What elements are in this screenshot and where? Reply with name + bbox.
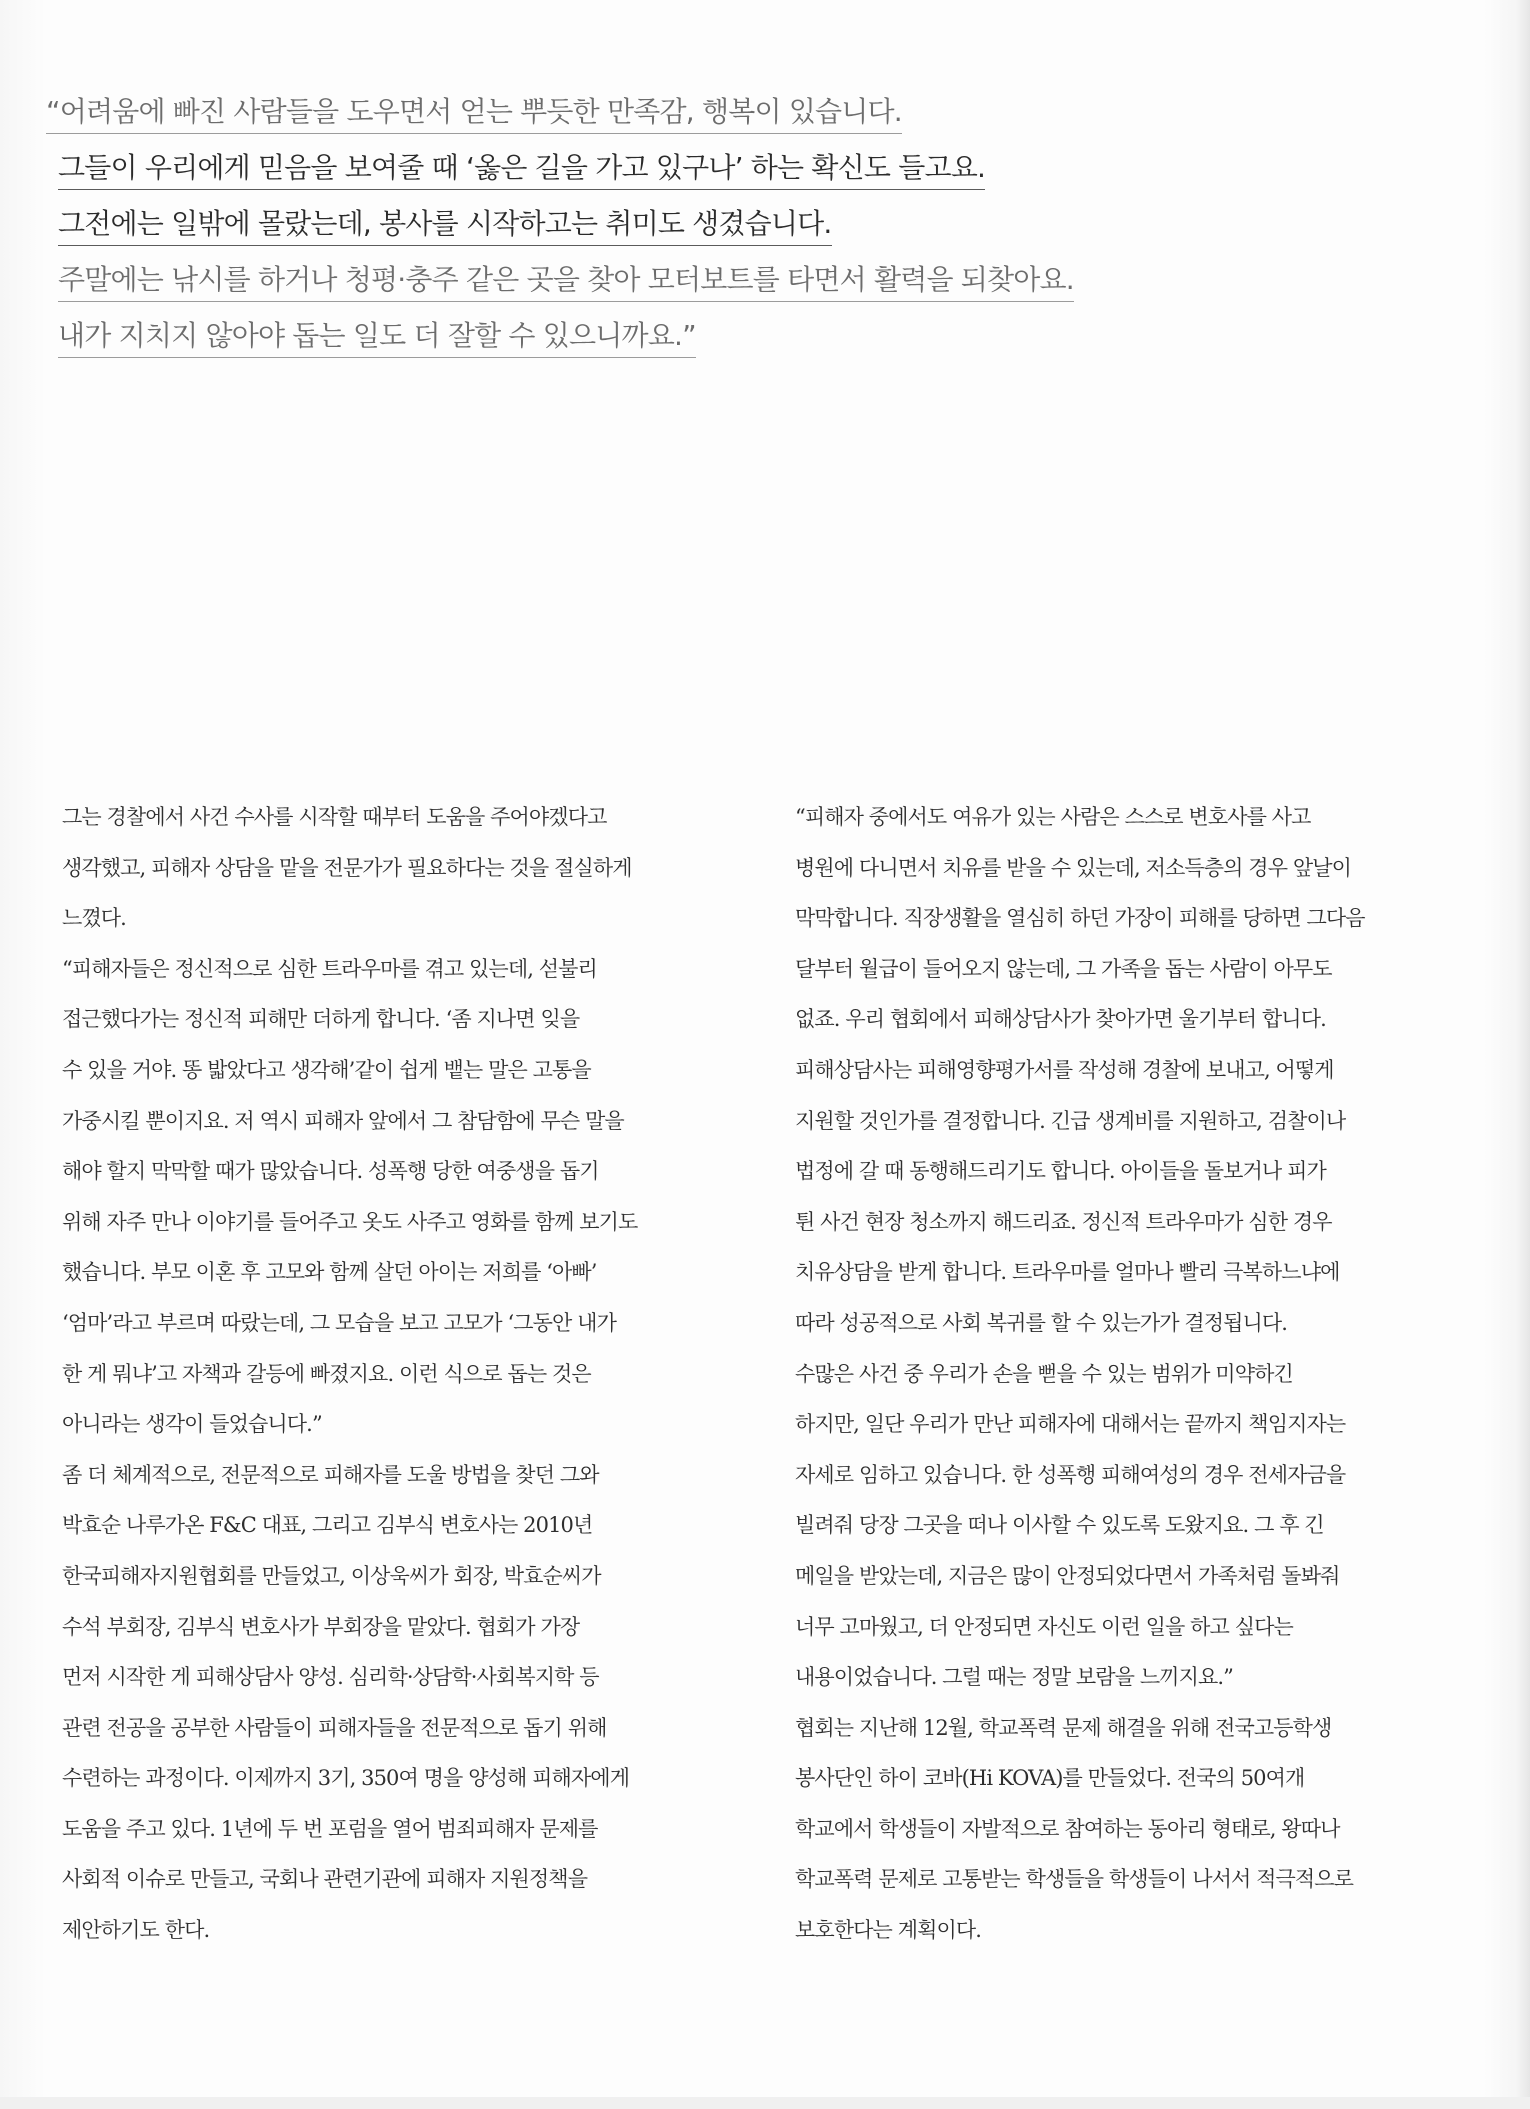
body-text-line: 접근했다가는 정신적 피해만 더하게 합니다. ‘좀 지나면 잊을 [62,1007,580,1032]
body-text-line: 병원에 다니면서 치유를 받을 수 있는데, 저소득층의 경우 앞날이 [795,855,1352,880]
body-column-right [795,792,1475,1956]
body-text-line: 자세로 임하고 있습니다. 한 성폭행 피해여성의 경우 전세자금을 [795,1462,1346,1487]
pull-quote-line: 주말에는 낚시를 하거나 청평·충주 같은 곳을 찾아 모터보트를 타면서 활력을 되찾아요. [58,256,1358,304]
body-text-line: 봉사단인 하이 코바(Hi KOVA)를 만들었다. 전국의 50여개 [795,1766,1305,1791]
body-text-line: 생각했고, 피해자 상담을 맡을 전문가가 필요하다는 것을 절실하게 [62,855,632,880]
body-text-line: 가중시킬 뿐이지요. 저 역시 피해자 앞에서 그 참담함에 무슨 말을 [62,1108,624,1133]
body-text-line: 수석 부회장, 김부식 변호사가 부회장을 맡았다. 협회가 가장 [62,1614,580,1639]
pull-quote-line: 그전에는 일밖에 몰랐는데, 봉사를 시작하고는 취미도 생겼습니다. [58,200,1358,248]
pull-quote-line: 그들이 우리에게 믿음을 보여줄 때 ‘옳은 길을 가고 있구나’ 하는 확신도 들고요. [58,144,1358,192]
body-text-line: 없죠. 우리 협회에서 피해상담사가 찾아가면 울기부터 합니다. [795,1007,1326,1032]
body-text-line: 치유상담을 받게 합니다. 트라우마를 얼마나 빨리 극복하느냐에 [795,1260,1340,1285]
pull-quote-line: “어려움에 빠진 사람들을 도우면서 얻는 뿌듯한 만족감, 행복이 있습니다. [46,88,1358,136]
body-text-line: 그는 경찰에서 사건 수사를 시작할 때부터 도움을 주어야겠다고 [62,805,607,829]
body-text-line: 학교에서 학생들이 자발적으로 참여하는 동아리 형태로, 왕따나 [795,1816,1340,1841]
body-text-line: 관련 전공을 공부한 사람들이 피해자들을 전문적으로 돕기 위해 [62,1715,607,1740]
body-text-line: 사회적 이슈로 만들고, 국회나 관련기관에 피해자 지원정책을 [62,1867,588,1892]
body-text-line: 따라 성공적으로 사회 복귀를 할 수 있는가가 결정됩니다. [795,1310,1288,1335]
page-edge-shadow [1516,0,1530,2109]
body-text-line: 좀 더 체계적으로, 전문적으로 피해자를 도울 방법을 찾던 그와 [62,1462,599,1487]
pull-quote-line: 내가 지치지 않아야 돕는 일도 더 잘할 수 있으니까요.” [58,312,1358,360]
body-text-line: 수많은 사건 중 우리가 손을 뻗을 수 있는 범위가 미약하긴 [795,1361,1293,1386]
body-text-line: 협회는 지난해 12월, 학교폭력 문제 해결을 위해 전국고등학생 [795,1715,1332,1740]
body-text-line: 지원할 것인가를 결정합니다. 긴급 생계비를 지원하고, 검찰이나 [795,1108,1346,1133]
body-text-line: 너무 고마웠고, 더 안정되면 자신도 이런 일을 하고 싶다는 [795,1614,1293,1639]
body-text-line: 느꼈다. [62,906,126,931]
body-text-line: 메일을 받았는데, 지금은 많이 안정되었다면서 가족처럼 돌봐줘 [795,1563,1340,1588]
body-text-line: 보호한다는 계획이다. [795,1918,982,1943]
body-text-line: 먼저 시작한 게 피해상담사 양성. 심리학·상담학·사회복지학 등 [62,1665,599,1690]
body-text-line: 제안하기도 한다. [62,1918,210,1943]
body-text-line: 해야 할지 막막할 때가 많았습니다. 성폭행 당한 여중생을 돕기 [62,1159,599,1184]
body-text-line: 하지만, 일단 우리가 만난 피해자에 대해서는 끝까지 책임지자는 [795,1412,1346,1437]
body-text-line: 피해상담사는 피해영향평가서를 작성해 경찰에 보내고, 어떻게 [795,1057,1334,1082]
body-text-line: 수련하는 과정이다. 이제까지 3기, 350여 명을 양성해 피해자에게 [62,1766,630,1791]
body-text-line: 한 게 뭐냐’고 자책과 갈등에 빠졌지요. 이런 식으로 돕는 것은 [62,1361,591,1386]
body-text-line: 한국피해자지원협회를 만들었고, 이상욱씨가 회장, 박효순씨가 [62,1563,601,1588]
body-text-line: 수 있을 거야. 똥 밟았다고 생각해’같이 쉽게 뱉는 말은 고통을 [62,1057,591,1082]
body-column-left [62,792,752,1956]
body-text-line: 위해 자주 만나 이야기를 들어주고 옷도 사주고 영화를 함께 보기도 [62,1209,638,1234]
body-text-line: 달부터 월급이 들어오지 않는데, 그 가족을 돕는 사람이 아무도 [795,956,1332,981]
body-text-line: 막막합니다. 직장생활을 열심히 하던 가장이 피해를 당하면 그다음 [795,906,1365,931]
body-text-line: 법정에 갈 때 동행해드리기도 합니다. 아이들을 돌보거나 피가 [795,1159,1326,1184]
body-text-line: 아니라는 생각이 들었습니다.” [62,1412,322,1437]
pull-quote [46,88,1358,368]
body-text-line: 도움을 주고 있다. 1년에 두 번 포럼을 열어 범죄피해자 문제를 [62,1816,598,1841]
body-text-line: “피해자 중에서도 여유가 있는 사람은 스스로 변호사를 사고 [795,805,1311,829]
body-text-line: 학교폭력 문제로 고통받는 학생들을 학생들이 나서서 적극적으로 [795,1867,1354,1892]
body-text-line: ‘엄마’라고 부르며 따랐는데, 그 모습을 보고 고모가 ‘그동안 내가 [62,1310,616,1335]
body-text-line: 빌려줘 당장 그곳을 떠나 이사할 수 있도록 도왔지요. 그 후 긴 [795,1513,1324,1538]
body-text-line: 튄 사건 현장 청소까지 해드리죠. 정신적 트라우마가 심한 경우 [795,1209,1332,1234]
body-text-line: “피해자들은 정신적으로 심한 트라우마를 겪고 있는데, 섣불리 [62,956,597,981]
body-text-line: 내용이었습니다. 그럴 때는 정말 보람을 느끼지요.” [795,1665,1233,1690]
page-bottom-edge [0,2097,1530,2109]
body-text-line: 박효순 나루가온 F&C 대표, 그리고 김부식 변호사는 2010년 [62,1513,593,1538]
body-text-line: 했습니다. 부모 이혼 후 고모와 함께 살던 아이는 저희를 ‘아빠’ [62,1260,597,1285]
